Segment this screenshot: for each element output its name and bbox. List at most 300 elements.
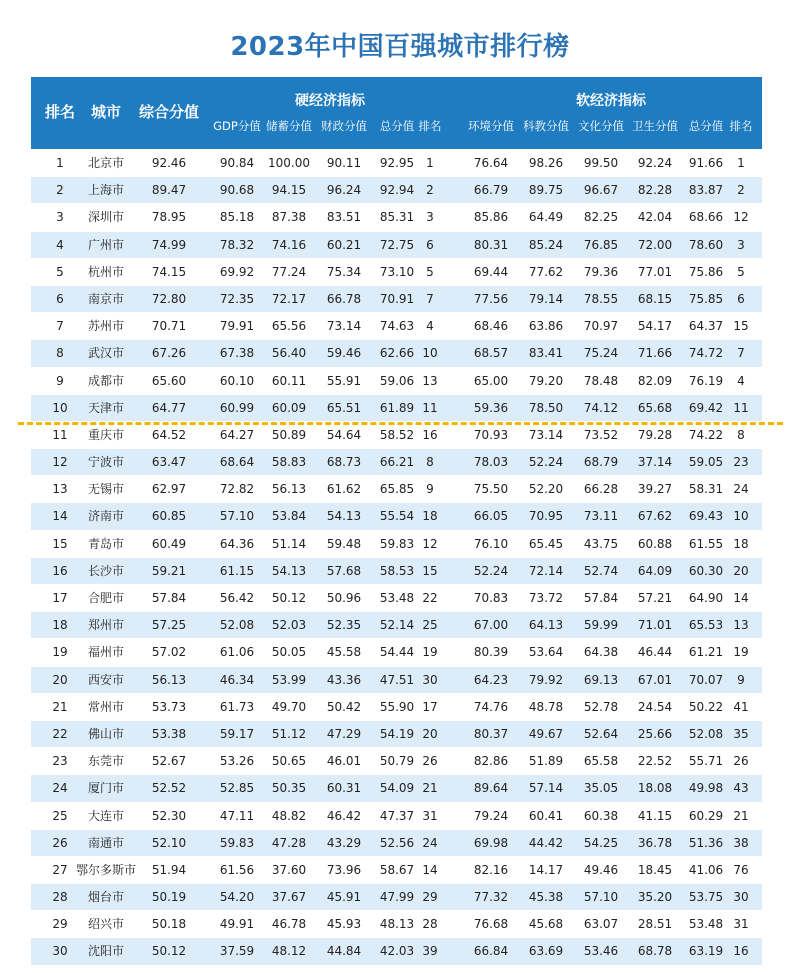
cell-fiscal-score: 45.91 <box>326 890 362 905</box>
cell-science-edu-score: 73.14 <box>528 427 564 442</box>
cell-culture-score: 35.05 <box>583 781 619 796</box>
cell-savings-score: 72.17 <box>271 291 307 306</box>
cell-gdp-score: 90.68 <box>219 183 255 198</box>
cell-soft-rank: 35 <box>733 726 749 741</box>
cell-environment-score: 76.10 <box>473 536 509 551</box>
cell-savings-score: 100.00 <box>268 156 310 170</box>
cell-city: 深圳市 <box>87 210 125 225</box>
cell-soft-total-score: 74.22 <box>688 427 724 442</box>
table-row <box>31 231 762 258</box>
cell-culture-score: 99.50 <box>583 156 619 170</box>
cell-hard-total-score: 54.09 <box>379 781 415 796</box>
cell-soft-total-score: 49.98 <box>688 781 724 796</box>
table-row <box>31 638 762 665</box>
cell-culture-score: 52.78 <box>583 699 619 714</box>
cell-rank: 11 <box>52 427 68 442</box>
cell-soft-rank: 24 <box>733 482 749 497</box>
cell-culture-score: 73.52 <box>583 427 619 442</box>
table-row <box>31 285 762 312</box>
table-row <box>31 829 762 856</box>
cell-soft-rank: 12 <box>733 210 749 225</box>
cell-soft-rank: 11 <box>733 400 749 415</box>
cell-science-edu-score: 63.69 <box>528 944 564 959</box>
cell-savings-score: 60.09 <box>271 400 307 415</box>
cell-culture-score: 96.67 <box>583 183 619 198</box>
header-hard-economy-group: 硬经济指标 <box>295 93 365 109</box>
cell-health-score: 41.15 <box>637 808 673 823</box>
table-row <box>31 802 762 829</box>
cell-hard-rank: 31 <box>422 808 438 823</box>
cell-soft-rank: 8 <box>737 427 745 442</box>
cell-soft-rank: 1 <box>737 156 745 170</box>
table-row <box>31 530 762 557</box>
cell-soft-total-score: 76.19 <box>688 373 724 388</box>
cell-hard-total-score: 52.14 <box>379 618 415 633</box>
cell-health-score: 60.88 <box>637 536 673 551</box>
cell-total-score: 50.18 <box>151 917 187 932</box>
cell-hard-rank: 39 <box>422 944 438 959</box>
cell-gdp-score: 85.18 <box>219 210 255 225</box>
cell-savings-score: 60.11 <box>271 373 307 388</box>
cell-city: 武汉市 <box>87 346 125 361</box>
header-health-score: 卫生分值 <box>632 119 678 133</box>
cell-gdp-score: 79.91 <box>219 319 255 334</box>
cell-hard-rank: 4 <box>426 319 434 334</box>
cell-environment-score: 77.56 <box>473 291 509 306</box>
cell-science-edu-score: 53.64 <box>528 645 564 660</box>
cell-soft-rank: 21 <box>733 808 749 823</box>
cell-fiscal-score: 73.96 <box>326 862 362 877</box>
cell-total-score: 52.52 <box>151 781 187 796</box>
cell-environment-score: 66.79 <box>473 183 509 198</box>
cell-total-score: 65.60 <box>151 373 187 388</box>
cell-science-edu-score: 49.67 <box>528 726 564 741</box>
cell-city: 常州市 <box>87 699 125 714</box>
cell-culture-score: 78.48 <box>583 373 619 388</box>
cell-environment-score: 59.36 <box>473 400 509 415</box>
cell-rank: 21 <box>52 699 68 714</box>
cell-soft-total-score: 61.55 <box>688 536 724 551</box>
cell-hard-total-score: 66.21 <box>379 455 415 470</box>
cell-environment-score: 82.86 <box>473 754 509 769</box>
cell-health-score: 71.01 <box>637 618 673 633</box>
cell-environment-score: 80.39 <box>473 645 509 660</box>
cell-rank: 8 <box>56 346 64 361</box>
cell-total-score: 92.46 <box>151 156 187 170</box>
cell-science-edu-score: 14.17 <box>528 862 564 877</box>
cell-gdp-score: 53.26 <box>219 754 255 769</box>
cell-city: 青岛市 <box>87 536 125 551</box>
cell-savings-score: 74.16 <box>271 237 307 252</box>
cell-science-edu-score: 78.50 <box>528 400 564 415</box>
cell-hard-total-score: 72.75 <box>379 237 415 252</box>
header-fiscal-score: 财政分值 <box>321 119 367 133</box>
cell-health-score: 92.24 <box>637 156 673 170</box>
cell-soft-rank: 15 <box>733 319 749 334</box>
cell-rank: 20 <box>52 672 68 687</box>
table-row <box>31 747 762 774</box>
cell-gdp-score: 49.91 <box>219 917 255 932</box>
cell-city: 成都市 <box>87 373 125 388</box>
cell-hard-total-score: 59.83 <box>379 536 415 551</box>
cell-savings-score: 48.82 <box>271 808 307 823</box>
cell-environment-score: 65.00 <box>473 373 509 388</box>
cell-hard-total-score: 65.85 <box>379 482 415 497</box>
cell-savings-score: 37.60 <box>271 862 307 877</box>
cell-science-edu-score: 57.14 <box>528 781 564 796</box>
header-gdp-score: GDP分值 <box>213 119 261 133</box>
table-row <box>31 584 762 611</box>
cell-culture-score: 60.38 <box>583 808 619 823</box>
header-environment-score: 环境分值 <box>468 119 514 133</box>
cell-total-score: 63.47 <box>151 455 187 470</box>
cell-city: 长沙市 <box>87 563 125 578</box>
cell-soft-rank: 6 <box>737 291 745 306</box>
cell-total-score: 52.67 <box>151 754 187 769</box>
cell-soft-rank: 2 <box>737 183 745 198</box>
cell-culture-score: 54.25 <box>583 835 619 850</box>
cell-soft-total-score: 61.21 <box>688 645 724 660</box>
cell-total-score: 72.80 <box>151 291 187 306</box>
cell-city: 烟台市 <box>87 890 125 905</box>
cell-rank: 30 <box>52 944 68 959</box>
cell-savings-score: 50.65 <box>271 754 307 769</box>
cell-rank: 23 <box>52 754 68 769</box>
cell-soft-total-score: 74.72 <box>688 346 724 361</box>
cell-hard-rank: 9 <box>426 482 434 497</box>
cell-health-score: 71.66 <box>637 346 673 361</box>
cell-science-edu-score: 65.45 <box>528 536 564 551</box>
cell-culture-score: 74.12 <box>583 400 619 415</box>
cell-fiscal-score: 73.14 <box>326 319 362 334</box>
cell-culture-score: 53.46 <box>583 944 619 959</box>
cell-culture-score: 82.25 <box>583 210 619 225</box>
cell-science-edu-score: 79.92 <box>528 672 564 687</box>
cell-total-score: 60.49 <box>151 536 187 551</box>
cell-hard-total-score: 55.54 <box>379 509 415 524</box>
cell-culture-score: 68.79 <box>583 455 619 470</box>
cell-rank: 15 <box>52 536 68 551</box>
cell-city: 郑州市 <box>87 618 125 633</box>
cell-environment-score: 80.37 <box>473 726 509 741</box>
cell-city: 鄂尔多斯市 <box>75 862 137 877</box>
cell-fiscal-score: 59.48 <box>326 536 362 551</box>
cell-culture-score: 78.55 <box>583 291 619 306</box>
cell-rank: 13 <box>52 482 68 497</box>
cell-hard-rank: 6 <box>426 237 434 252</box>
cell-culture-score: 49.46 <box>583 862 619 877</box>
cell-city: 南京市 <box>87 291 125 306</box>
cell-health-score: 68.15 <box>637 291 673 306</box>
cell-health-score: 77.01 <box>637 264 673 279</box>
cell-science-edu-score: 45.68 <box>528 917 564 932</box>
cell-hard-rank: 15 <box>422 563 438 578</box>
cell-health-score: 35.20 <box>637 890 673 905</box>
cell-soft-rank: 9 <box>737 672 745 687</box>
cell-environment-score: 70.93 <box>473 427 509 442</box>
cell-health-score: 42.04 <box>637 210 673 225</box>
cell-health-score: 68.78 <box>637 944 673 959</box>
header-hard-rank: 排名 <box>418 119 442 133</box>
cell-science-edu-score: 79.20 <box>528 373 564 388</box>
cell-hard-total-score: 52.56 <box>379 835 415 850</box>
cell-hard-rank: 20 <box>422 726 438 741</box>
cell-total-score: 50.12 <box>151 944 187 959</box>
cell-rank: 6 <box>56 291 64 306</box>
cell-soft-rank: 13 <box>733 618 749 633</box>
table-row <box>31 339 762 366</box>
cell-science-edu-score: 73.72 <box>528 591 564 605</box>
cell-city: 北京市 <box>87 156 125 170</box>
cell-science-edu-score: 51.89 <box>528 754 564 769</box>
cell-science-edu-score: 89.75 <box>528 183 564 198</box>
cell-environment-score: 64.23 <box>473 672 509 687</box>
cell-science-edu-score: 60.41 <box>528 808 564 823</box>
cell-hard-rank: 10 <box>422 346 438 361</box>
cell-culture-score: 69.13 <box>583 672 619 687</box>
header-city: 城市 <box>90 103 122 121</box>
cell-science-edu-score: 44.42 <box>528 835 564 850</box>
cell-savings-score: 50.89 <box>271 427 307 442</box>
cell-health-score: 82.28 <box>637 183 673 198</box>
cell-soft-total-score: 64.37 <box>688 319 724 334</box>
cell-city: 济南市 <box>87 509 125 524</box>
cell-environment-score: 82.16 <box>473 862 509 877</box>
cell-gdp-score: 37.59 <box>219 944 255 959</box>
cell-soft-total-score: 59.05 <box>688 455 724 470</box>
cell-hard-rank: 19 <box>422 645 438 660</box>
cell-fiscal-score: 54.13 <box>326 509 362 524</box>
cell-rank: 16 <box>52 563 68 578</box>
cell-hard-total-score: 47.99 <box>379 890 415 905</box>
cell-total-score: 70.71 <box>151 319 187 334</box>
table-header <box>31 77 762 149</box>
cell-gdp-score: 69.92 <box>219 264 255 279</box>
cell-science-edu-score: 77.62 <box>528 264 564 279</box>
cell-science-edu-score: 70.95 <box>528 509 564 524</box>
cell-rank: 12 <box>52 455 68 470</box>
cell-savings-score: 51.14 <box>271 536 307 551</box>
cell-science-edu-score: 72.14 <box>528 563 564 578</box>
cell-soft-total-score: 60.30 <box>688 563 724 578</box>
cell-rank: 27 <box>52 862 68 877</box>
cell-environment-score: 52.24 <box>473 563 509 578</box>
cell-science-edu-score: 45.38 <box>528 890 564 905</box>
header-soft-total-score: 总分值 <box>688 119 724 133</box>
top-ten-divider <box>18 422 783 425</box>
cell-gdp-score: 68.64 <box>219 455 255 470</box>
cell-hard-total-score: 42.03 <box>379 944 415 959</box>
cell-hard-total-score: 58.53 <box>379 563 415 578</box>
cell-city: 佛山市 <box>87 726 125 741</box>
table-row <box>31 720 762 747</box>
cell-hard-total-score: 58.67 <box>379 862 415 877</box>
table-row <box>31 611 762 638</box>
cell-soft-rank: 20 <box>733 563 749 578</box>
cell-fiscal-score: 60.21 <box>326 237 362 252</box>
table-row <box>31 149 762 176</box>
cell-soft-rank: 16 <box>733 944 749 959</box>
cell-savings-score: 37.67 <box>271 890 307 905</box>
cell-city: 福州市 <box>87 645 125 660</box>
cell-hard-total-score: 61.89 <box>379 400 415 415</box>
cell-hard-rank: 25 <box>422 618 438 633</box>
cell-soft-rank: 3 <box>737 237 745 252</box>
table-row <box>31 856 762 883</box>
cell-fiscal-score: 50.42 <box>326 699 362 714</box>
cell-fiscal-score: 68.73 <box>326 455 362 470</box>
cell-total-score: 67.26 <box>151 346 187 361</box>
cell-savings-score: 52.03 <box>271 618 307 633</box>
cell-hard-total-score: 73.10 <box>379 264 415 279</box>
cell-science-edu-score: 64.49 <box>528 210 564 225</box>
cell-rank: 1 <box>56 156 64 170</box>
table-row <box>31 258 762 285</box>
cell-health-score: 65.68 <box>637 400 673 415</box>
cell-soft-total-score: 65.53 <box>688 618 724 633</box>
table-row <box>31 176 762 203</box>
cell-savings-score: 48.12 <box>271 944 307 959</box>
cell-rank: 22 <box>52 726 68 741</box>
cell-environment-score: 76.64 <box>473 156 509 170</box>
cell-environment-score: 70.83 <box>473 591 509 605</box>
cell-rank: 19 <box>52 645 68 660</box>
cell-soft-rank: 14 <box>733 591 749 605</box>
cell-culture-score: 43.75 <box>583 536 619 551</box>
cell-fiscal-score: 59.46 <box>326 346 362 361</box>
table-row <box>31 367 762 394</box>
cell-city: 杭州市 <box>87 264 125 279</box>
cell-science-edu-score: 85.24 <box>528 237 564 252</box>
cell-soft-total-score: 60.29 <box>688 808 724 823</box>
cell-health-score: 28.51 <box>637 917 673 932</box>
cell-hard-rank: 1 <box>426 156 434 170</box>
cell-hard-total-score: 92.94 <box>379 183 415 198</box>
cell-environment-score: 77.32 <box>473 890 509 905</box>
cell-hard-total-score: 92.95 <box>379 156 415 170</box>
cell-savings-score: 51.12 <box>271 726 307 741</box>
cell-health-score: 82.09 <box>637 373 673 388</box>
table-row <box>31 312 762 339</box>
cell-soft-total-score: 75.86 <box>688 264 724 279</box>
cell-gdp-score: 64.27 <box>219 427 255 442</box>
cell-soft-total-score: 41.06 <box>688 862 724 877</box>
cell-environment-score: 68.57 <box>473 346 509 361</box>
cell-gdp-score: 64.36 <box>219 536 255 551</box>
cell-soft-rank: 5 <box>737 264 745 279</box>
cell-culture-score: 73.11 <box>583 509 619 524</box>
cell-fiscal-score: 66.78 <box>326 291 362 306</box>
cell-environment-score: 69.98 <box>473 835 509 850</box>
cell-city: 天津市 <box>87 400 125 415</box>
cell-city: 绍兴市 <box>87 917 125 932</box>
table-row <box>31 448 762 475</box>
cell-soft-rank: 10 <box>733 509 749 524</box>
cell-soft-total-score: 58.31 <box>688 482 724 497</box>
cell-savings-score: 56.40 <box>271 346 307 361</box>
cell-health-score: 46.44 <box>637 645 673 660</box>
cell-total-score: 56.13 <box>151 672 187 687</box>
cell-savings-score: 47.28 <box>271 835 307 850</box>
cell-health-score: 37.14 <box>637 455 673 470</box>
cell-health-score: 57.21 <box>637 591 673 605</box>
cell-science-edu-score: 64.13 <box>528 618 564 633</box>
cell-rank: 24 <box>52 781 68 796</box>
cell-environment-score: 69.44 <box>473 264 509 279</box>
cell-city: 无锡市 <box>87 482 125 497</box>
cell-fiscal-score: 83.51 <box>326 210 362 225</box>
cell-soft-rank: 26 <box>733 754 749 769</box>
cell-hard-rank: 7 <box>426 291 434 306</box>
cell-hard-total-score: 62.66 <box>379 346 415 361</box>
cell-health-score: 39.27 <box>637 482 673 497</box>
cell-hard-total-score: 47.51 <box>379 672 415 687</box>
cell-gdp-score: 60.99 <box>219 400 255 415</box>
cell-fiscal-score: 43.29 <box>326 835 362 850</box>
cell-hard-total-score: 47.37 <box>379 808 415 823</box>
cell-total-score: 64.77 <box>151 400 187 415</box>
cell-fiscal-score: 52.35 <box>326 618 362 633</box>
cell-rank: 10 <box>52 400 68 415</box>
cell-health-score: 54.17 <box>637 319 673 334</box>
cell-culture-score: 57.10 <box>583 890 619 905</box>
cell-city: 南通市 <box>87 835 125 850</box>
cell-hard-rank: 24 <box>422 835 438 850</box>
cell-rank: 28 <box>52 890 68 905</box>
table-row <box>31 666 762 693</box>
cell-health-score: 24.54 <box>637 699 673 714</box>
cell-fiscal-score: 60.31 <box>326 781 362 796</box>
cell-science-edu-score: 48.78 <box>528 699 564 714</box>
cell-hard-total-score: 54.19 <box>379 726 415 741</box>
cell-soft-total-score: 68.66 <box>688 210 724 225</box>
cell-total-score: 52.10 <box>151 835 187 850</box>
ranking-table <box>31 77 762 965</box>
cell-culture-score: 70.97 <box>583 319 619 334</box>
header-science-edu-score: 科教分值 <box>523 119 569 133</box>
cell-total-score: 74.15 <box>151 264 187 279</box>
cell-gdp-score: 72.35 <box>219 291 255 306</box>
cell-fiscal-score: 43.36 <box>326 672 362 687</box>
cell-city: 沈阳市 <box>87 944 125 959</box>
cell-health-score: 64.09 <box>637 563 673 578</box>
cell-environment-score: 66.05 <box>473 509 509 524</box>
cell-hard-rank: 12 <box>422 536 438 551</box>
cell-environment-score: 76.68 <box>473 917 509 932</box>
cell-gdp-score: 47.11 <box>219 808 255 823</box>
cell-environment-score: 89.64 <box>473 781 509 796</box>
cell-environment-score: 66.84 <box>473 944 509 959</box>
cell-soft-total-score: 63.19 <box>688 944 724 959</box>
cell-environment-score: 75.50 <box>473 482 509 497</box>
table-row <box>31 774 762 801</box>
cell-rank: 25 <box>52 808 68 823</box>
table-row <box>31 203 762 230</box>
cell-hard-rank: 8 <box>426 455 434 470</box>
cell-gdp-score: 56.42 <box>219 591 255 605</box>
header-culture-score: 文化分值 <box>578 119 624 133</box>
cell-soft-rank: 7 <box>737 346 745 361</box>
cell-science-edu-score: 83.41 <box>528 346 564 361</box>
cell-total-score: 57.25 <box>151 618 187 633</box>
cell-hard-rank: 30 <box>422 672 438 687</box>
cell-science-edu-score: 98.26 <box>528 156 564 170</box>
cell-total-score: 52.30 <box>151 808 187 823</box>
cell-environment-score: 79.24 <box>473 808 509 823</box>
cell-gdp-score: 46.34 <box>219 672 255 687</box>
cell-environment-score: 85.86 <box>473 210 509 225</box>
table-row <box>31 394 762 421</box>
